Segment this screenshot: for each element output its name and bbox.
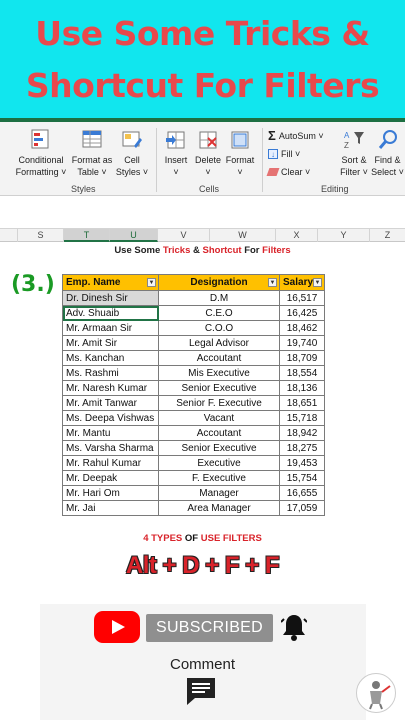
sheet-title-part: Use Some	[114, 245, 163, 256]
format-table-icon	[80, 128, 104, 152]
format-icon	[228, 128, 252, 152]
subscribed-button[interactable]: SUBSCRIBED	[146, 614, 273, 642]
cell-styles-label-1: Cell	[124, 155, 140, 165]
sheet-title-part: Filters	[262, 245, 291, 256]
cell-styles-icon	[120, 128, 144, 152]
column-header-u[interactable]: U	[110, 229, 158, 242]
cell-designation[interactable]: Accoutant	[159, 351, 280, 366]
cell-emp-name[interactable]: Mr. Rahul Kumar	[63, 456, 159, 471]
cell-salary[interactable]: 18,275	[280, 441, 325, 456]
employee-table	[62, 274, 325, 516]
sheet-title-part: Tricks	[162, 245, 191, 256]
cell-designation[interactable]: Senior Executive	[159, 441, 280, 456]
table-row	[63, 336, 325, 351]
cell-emp-name[interactable]: Adv. Shuaib	[63, 306, 159, 321]
format-table-label-2: Table ˅	[77, 167, 107, 177]
table-row	[63, 441, 325, 456]
cell-emp-name[interactable]: Mr. Armaan Sir	[63, 321, 159, 336]
cell-designation[interactable]: D.M	[159, 291, 280, 306]
column-header-v[interactable]: V	[158, 229, 210, 242]
clear-button[interactable]	[268, 166, 310, 178]
conditional-formatting-icon	[29, 128, 53, 152]
autosum-label: AutoSum ˅	[278, 131, 324, 141]
title-banner	[0, 0, 405, 118]
insert-icon	[164, 128, 188, 152]
cell-emp-name[interactable]: Ms. Kanchan	[63, 351, 159, 366]
column-header-z[interactable]: Z	[384, 230, 391, 240]
header-salary-label: Salary	[283, 277, 314, 288]
column-header-t[interactable]: T	[64, 229, 110, 242]
svg-text:Z: Z	[344, 141, 349, 150]
cell-emp-name[interactable]: Ms. Rashmi	[63, 366, 159, 381]
types-part: USE FILTERS	[198, 533, 262, 544]
sheet-title	[0, 245, 405, 256]
cell-designation[interactable]: C.E.O	[159, 306, 280, 321]
column-header-bar	[0, 228, 405, 242]
filter-dropdown-icon[interactable]: ▼	[314, 280, 321, 286]
step-label: (3.)	[11, 272, 55, 297]
table-row	[63, 501, 325, 516]
cell-salary[interactable]: 18,554	[280, 366, 325, 381]
format-label: Format	[225, 155, 255, 165]
cell-emp-name[interactable]: Mr. Amit Sir	[63, 336, 159, 351]
corner-cell	[0, 229, 18, 242]
cell-salary[interactable]: 16,425	[280, 306, 325, 321]
table-row	[63, 396, 325, 411]
filter-types-caption	[0, 533, 405, 544]
table-row	[63, 486, 325, 501]
clear-label: Clear ˅	[281, 167, 311, 177]
cell-designation[interactable]: Area Manager	[159, 501, 280, 516]
table-row	[63, 366, 325, 381]
cell-salary[interactable]: 18,942	[280, 426, 325, 441]
cell-emp-name[interactable]: Mr. Amit Tanwar	[63, 396, 159, 411]
conditional-formatting-label-2: Formatting ˅	[15, 167, 67, 177]
sort-filter-label-1: Sort &	[341, 155, 367, 165]
cell-designation[interactable]: Manager	[159, 486, 280, 501]
header-designation[interactable]	[159, 275, 280, 291]
column-header-s[interactable]: S	[18, 229, 64, 242]
format-chevron: ˅	[237, 167, 243, 177]
delete-icon	[196, 128, 220, 152]
cells-group-label: Cells	[199, 184, 220, 194]
table-row	[63, 426, 325, 441]
cell-salary[interactable]: 17,059	[280, 501, 325, 516]
table-row	[63, 411, 325, 426]
filter-dropdown-icon[interactable]: ▼	[269, 280, 276, 286]
format-as-table-button[interactable]	[70, 128, 114, 178]
editing-group-label: Editing	[321, 184, 349, 194]
conditional-formatting-label-1: Conditional	[18, 155, 64, 165]
cell-emp-name[interactable]: Mr. Deepak	[63, 471, 159, 486]
cell-salary[interactable]: 15,754	[280, 471, 325, 486]
fill-icon: ↓	[268, 149, 278, 159]
delete-label: Delete	[194, 155, 221, 165]
insert-button[interactable]	[160, 128, 192, 178]
cell-salary[interactable]: 18,136	[280, 381, 325, 396]
cell-designation[interactable]: Accoutant	[159, 426, 280, 441]
blank-gap	[0, 196, 405, 228]
column-header-w[interactable]: W	[210, 229, 276, 242]
ribbon-separator	[156, 128, 157, 192]
svg-text:A: A	[344, 131, 350, 140]
channel-logo	[356, 673, 396, 713]
insert-chevron: ˅	[173, 167, 179, 177]
fill-button[interactable]	[268, 148, 300, 160]
cell-designation[interactable]: F. Executive	[159, 471, 280, 486]
header-designation-label: Designation	[190, 277, 248, 288]
column-header-x[interactable]: X	[276, 229, 318, 242]
styles-group-label: Styles	[71, 184, 96, 194]
cell-styles-label-2: Styles ˅	[115, 167, 149, 177]
excel-ribbon	[0, 118, 405, 196]
cell-emp-name[interactable]: Dr. Dinesh Sir	[63, 291, 159, 306]
header-emp-name[interactable]	[63, 275, 159, 291]
cell-salary[interactable]: 16,655	[280, 486, 325, 501]
cell-salary[interactable]: 18,709	[280, 351, 325, 366]
conditional-formatting-button[interactable]	[14, 128, 68, 178]
find-select-label-2: Select ˅	[371, 167, 404, 177]
cell-salary[interactable]: 18,462	[280, 321, 325, 336]
sort-filter-icon	[342, 128, 366, 152]
cell-designation[interactable]: Mis Executive	[159, 366, 280, 381]
sort-filter-label-2: Filter ˅	[340, 167, 368, 177]
cell-emp-name[interactable]: Mr. Jai	[63, 501, 159, 516]
table-row	[63, 381, 325, 396]
format-button[interactable]	[224, 128, 256, 178]
table-row	[63, 456, 325, 471]
cell-salary[interactable]: 18,651	[280, 396, 325, 411]
cell-salary[interactable]: 19,453	[280, 456, 325, 471]
table-header-row	[63, 275, 325, 291]
banner-title-line1: Use Some Tricks &	[35, 14, 370, 53]
cell-designation[interactable]: Vacant	[159, 411, 280, 426]
table-row	[63, 321, 325, 336]
comment-icon[interactable]	[185, 676, 217, 706]
autosum-icon: Σ	[268, 128, 276, 143]
cell-designation[interactable]: C.O.O	[159, 321, 280, 336]
youtube-icon[interactable]	[94, 611, 140, 643]
sheet-title-part: Shortcut	[202, 245, 242, 256]
filter-dropdown-icon[interactable]: ▼	[148, 280, 155, 286]
ribbon-separator	[262, 128, 263, 192]
find-select-icon	[376, 128, 400, 152]
cell-emp-name[interactable]: Mr. Mantu	[63, 426, 159, 441]
header-salary[interactable]	[280, 275, 325, 291]
cell-salary[interactable]: 16,517	[280, 291, 325, 306]
types-part: 4 TYPES	[143, 533, 185, 544]
cell-designation[interactable]: Senior F. Executive	[159, 396, 280, 411]
sheet-title-part: &	[190, 245, 203, 256]
cell-designation[interactable]: Senior Executive	[159, 381, 280, 396]
format-table-label-1: Format as	[71, 155, 113, 165]
cell-designation[interactable]: Executive	[159, 456, 280, 471]
table-row	[63, 471, 325, 486]
table-row	[63, 306, 325, 321]
sheet-title-part: For	[241, 245, 263, 256]
comment-label: Comment	[169, 656, 236, 673]
bell-icon[interactable]	[281, 613, 307, 641]
clear-icon	[267, 168, 280, 176]
find-select-label-1: Find &	[374, 155, 401, 165]
cell-salary[interactable]: 15,718	[280, 411, 325, 426]
cell-salary[interactable]: 19,740	[280, 336, 325, 351]
table-row	[63, 291, 325, 306]
cell-emp-name[interactable]: Mr. Naresh Kumar	[63, 381, 159, 396]
shortcut-keys: Alt + D + F + F	[125, 552, 280, 579]
cell-styles-button[interactable]	[114, 128, 150, 178]
cell-emp-name[interactable]: Mr. Hari Om	[63, 486, 159, 501]
delete-chevron: ˅	[205, 167, 211, 177]
column-header-y[interactable]: Y	[318, 229, 370, 242]
cell-emp-name[interactable]: Ms. Varsha Sharma	[63, 441, 159, 456]
presenter-figure-icon	[357, 674, 395, 712]
insert-label: Insert	[164, 155, 188, 165]
table-row	[63, 351, 325, 366]
sort-filter-button[interactable]	[336, 128, 372, 178]
types-part: OF	[184, 533, 199, 544]
fill-label: Fill ˅	[281, 149, 301, 159]
autosum-button[interactable]	[268, 130, 324, 142]
cell-designation[interactable]: Legal Advisor	[159, 336, 280, 351]
cell-emp-name[interactable]: Ms. Deepa Vishwas	[63, 411, 159, 426]
banner-title-line2: Shortcut For Filters	[25, 66, 380, 105]
delete-button[interactable]	[192, 128, 224, 178]
header-emp-name-label: Emp. Name	[66, 277, 121, 288]
find-select-button[interactable]	[370, 128, 405, 178]
